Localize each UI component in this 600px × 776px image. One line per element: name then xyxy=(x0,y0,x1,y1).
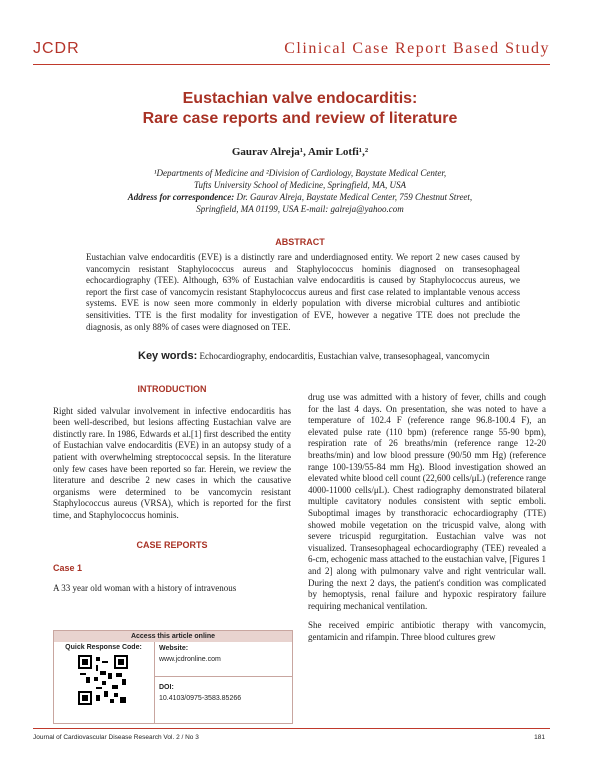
page-number: 181 xyxy=(534,734,545,741)
case1-therapy: She received empiric antibiotic therapy with vancomycin, gentamicin and rifampin. Three blood cultures grew xyxy=(308,620,546,642)
title-line-1: Eustachian valve endocarditis: xyxy=(182,90,418,107)
journal-abbrev: JCDR xyxy=(33,40,80,57)
case-reports-heading: CASE REPORTS xyxy=(136,539,208,550)
article-type: Clinical Case Report Based Study xyxy=(284,40,550,57)
box-divider xyxy=(154,642,155,723)
box-divider-h xyxy=(154,676,292,677)
footer-rule xyxy=(33,728,550,729)
footer-journal: Journal of Cardiovascular Disease Research Vol. 2 / No 3 xyxy=(33,734,199,741)
affil-line-4: Springfield, MA 01199, USA E-mail: galreja@yahoo.com xyxy=(196,204,404,214)
correspondence: Address for correspondence: Dr. Gaurav Alreja, Baystate Medical Center, 759 Chestnut Street, xyxy=(127,192,473,202)
access-heading: Access this article online xyxy=(54,631,292,642)
qr-label: Quick Response Code: xyxy=(65,644,142,651)
intro-heading: INTRODUCTION xyxy=(137,384,207,394)
abstract-text: Eustachian valve endocarditis (EVE) is a distinctly rare and underdiagnosed entity. We report 2 new cases caused by vancomycin resistant Staphylococcus aureus and Staphylococcus hominis diagnosed on transesophageal echocardiography (TEE). Although, 63% of Eustachian valve endocarditis is caused by Staphylococcus aureus, we report the first case of vancomycin resistant Staphylococcus aureus and first case related to implantable venous access systems. EVE is now seen more commonly in elderly population with diverse microbial cultures and antibiotic sensitivities. TTE is the first modality for investigation of EVE, however a negative TTE does not preclude the diagnosis, as only 88% of cases were diagnosed on TEE. xyxy=(86,252,520,332)
doi-link[interactable]: 10.4103/0975-3583.85266 xyxy=(159,695,242,702)
title-line-2: Rare case reports and review of literature xyxy=(142,110,458,127)
keywords: Key words: Echocardiography, endocarditis, Eustachian valve, transesophageal, vancomycin xyxy=(138,350,490,362)
qr-code-icon[interactable] xyxy=(78,655,128,705)
intro-text: Right sided valvular involvement in infective endocarditis has been well-described, but lesions affecting Eustachian valve are distinctly rare. In 1986, Edwards et al.[1] first described the entity of Eustachian valve endocarditis (EVE) in an autopsy study of a patient with overwhelming streptococcal sepsis. In the literature only few cases have been reported so far. Herein, we review the literature and describe 2 new cases in which the causative organisms were determined to be vancomycin resistant Staphylococcus aureus (VRSA), which is reported for the first time, and Staphylococcus hominis. xyxy=(53,405,291,520)
authors: Gaurav Alreja¹, Amir Lotfi¹,² xyxy=(231,146,369,158)
affil-line-1: ¹Departments of Medicine and ²Division of Cardiology, Baystate Medical Center, xyxy=(153,168,447,178)
website-label: Website: xyxy=(159,645,189,652)
article-title xyxy=(60,89,540,129)
access-box xyxy=(53,630,293,724)
website-link[interactable]: www.jcdronline.com xyxy=(159,656,221,663)
case1-start: A 33 year old woman with a history of intravenous xyxy=(53,582,237,593)
doi-label: DOI: xyxy=(159,684,174,691)
left-column xyxy=(53,380,291,598)
affil-line-2: Tufts University School of Medicine, Springfield, MA, USA xyxy=(194,180,406,190)
running-header xyxy=(33,40,550,64)
case1-label: Case 1 xyxy=(53,563,83,574)
affiliations xyxy=(70,167,530,215)
right-column xyxy=(308,392,546,647)
header-rule xyxy=(33,64,550,65)
abstract-heading: ABSTRACT xyxy=(275,237,325,247)
case1-text: drug use was admitted with a history of fever, chills and cough for the last 4 days. On presentation, she was noted to have a temperature of 102.4 F (reference range 96.8-100.4 F), an elevated pulse rate (110 bpm) (reference range 55-90 bpm), respiration rate of 26 breaths/min (reference range 12-20 breaths/min) and low blood pressure (90/50 mm Hg) (reference range 100-139/55-84 mm Hg). Blood investigation showed an elevated white blood cell count (22,600 cells/μL) (reference range 4000-11000 cells/μL). Chest radiography demonstrated bilateral multiple cavitatory nodules consistent with septic emboli. Suboptimal images by transthoracic echocardiography (TTE) showed mobile vegetation on the tricuspid valve, along with severe tricuspid regurgitation. Eustachian valve was not visualized. Transesophageal echocardiography (TEE) revealed a 6-cm, echogenic mass attached to the eustachian valve, [Figures 1 and 2] along with pulmonary valve and right ventricular wall. During the next 2 days, the patient's condition was complicated by hemoptysis, renal failure and hypoxic respiratory failure requiring mechanical ventilation. xyxy=(308,392,546,611)
